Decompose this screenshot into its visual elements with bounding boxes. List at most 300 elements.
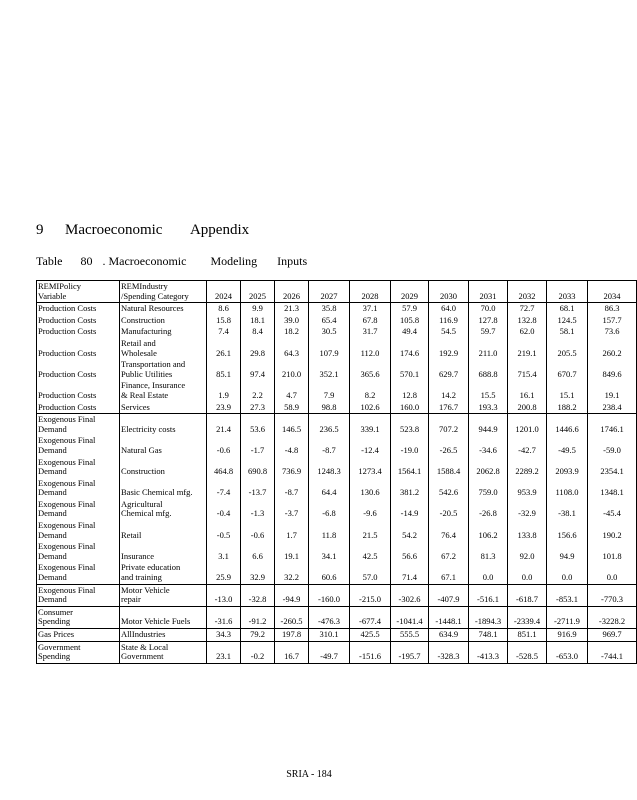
value-cell: 15.8 — [207, 315, 241, 327]
value-cell: 64.4 — [309, 478, 350, 499]
value-cell: -20.5 — [429, 499, 469, 520]
value-cell: -1.7 — [241, 435, 275, 456]
category-line: Wholesale — [121, 347, 157, 358]
header-year: 2026 — [275, 281, 309, 303]
value-cell: 57.9 — [391, 303, 429, 315]
value-cell: 29.8 — [241, 338, 275, 359]
value-cell: 670.7 — [547, 359, 588, 380]
value-cell: 1273.4 — [350, 457, 391, 478]
policy-line: Demand — [38, 572, 67, 583]
policy-line: Government — [38, 641, 81, 652]
policy-line: Production Costs — [38, 303, 97, 314]
value-cell: 851.1 — [508, 629, 547, 642]
value-cell: 8.4 — [241, 326, 275, 338]
category-line: Finance, Insurance — [121, 380, 186, 391]
value-cell: 73.6 — [588, 326, 637, 338]
value-cell: 56.6 — [391, 541, 429, 562]
header-year: 2030 — [429, 281, 469, 303]
value-cell: 6.6 — [241, 541, 275, 562]
value-cell: 15.1 — [547, 380, 588, 401]
row-policy-variable — [37, 414, 120, 436]
category-line: Natural Resources — [121, 303, 184, 314]
value-cell: -3.7 — [275, 499, 309, 520]
row-policy-variable — [37, 541, 120, 562]
caption-text: . Macroeconomic — [102, 254, 187, 268]
category-line: Manufacturing — [121, 326, 172, 337]
row-spending-category — [120, 338, 207, 359]
header-policy-variable — [37, 281, 120, 303]
policy-line: Consumer — [38, 606, 73, 617]
macro-inputs-table — [36, 280, 637, 664]
value-cell: 21.3 — [275, 303, 309, 315]
value-cell: 81.3 — [469, 541, 508, 562]
table-row — [37, 520, 637, 541]
value-cell: -528.5 — [508, 641, 547, 663]
value-cell: 30.5 — [309, 326, 350, 338]
table-row — [37, 606, 637, 628]
table-row — [37, 629, 637, 642]
value-cell: 60.6 — [309, 562, 350, 584]
value-cell: 132.8 — [508, 315, 547, 327]
policy-line: Exogenous Final — [38, 414, 96, 425]
value-cell: -476.3 — [309, 606, 350, 628]
value-cell: 14.2 — [429, 380, 469, 401]
value-cell: 634.9 — [429, 629, 469, 642]
value-cell: 192.9 — [429, 338, 469, 359]
value-cell: 21.4 — [207, 414, 241, 436]
value-cell: 1446.6 — [547, 414, 588, 436]
value-cell: -49.5 — [547, 435, 588, 456]
value-cell: 969.7 — [588, 629, 637, 642]
row-spending-category — [120, 414, 207, 436]
value-cell: 157.7 — [588, 315, 637, 327]
table-row — [37, 414, 637, 436]
value-cell: 555.5 — [391, 629, 429, 642]
value-cell: -45.4 — [588, 499, 637, 520]
value-cell: 101.8 — [588, 541, 637, 562]
policy-line: Exogenous Final — [38, 520, 96, 531]
table-row — [37, 499, 637, 520]
policy-line: Production Costs — [38, 401, 97, 412]
row-policy-variable — [37, 478, 120, 499]
category-line: Electricity costs — [121, 423, 176, 434]
value-cell: 1564.1 — [391, 457, 429, 478]
value-cell: -31.6 — [207, 606, 241, 628]
table-row — [37, 584, 637, 606]
value-cell: 849.6 — [588, 359, 637, 380]
category-line: Government — [121, 651, 164, 662]
row-policy-variable — [37, 326, 120, 338]
header-year: 2028 — [350, 281, 391, 303]
caption-word-2: Modeling — [210, 254, 258, 268]
table-row — [37, 402, 637, 414]
value-cell: -38.1 — [547, 499, 588, 520]
value-cell: 116.9 — [429, 315, 469, 327]
policy-line: Production Costs — [38, 347, 97, 358]
row-policy-variable — [37, 359, 120, 380]
value-cell: 54.5 — [429, 326, 469, 338]
section-heading — [36, 222, 249, 239]
value-cell: 7.9 — [309, 380, 350, 401]
value-cell: 53.6 — [241, 414, 275, 436]
table-row — [37, 359, 637, 380]
value-cell: -8.7 — [275, 478, 309, 499]
value-cell: 42.5 — [350, 541, 391, 562]
value-cell: 18.1 — [241, 315, 275, 327]
value-cell: -195.7 — [391, 641, 429, 663]
value-cell: 85.1 — [207, 359, 241, 380]
policy-line: Exogenous Final — [38, 584, 96, 595]
value-cell: 944.9 — [469, 414, 508, 436]
value-cell: 707.2 — [429, 414, 469, 436]
row-policy-variable — [37, 641, 120, 663]
value-cell: 70.0 — [469, 303, 508, 315]
value-cell: 34.3 — [207, 629, 241, 642]
value-cell: 31.7 — [350, 326, 391, 338]
value-cell: -328.3 — [429, 641, 469, 663]
value-cell: -1448.1 — [429, 606, 469, 628]
row-policy-variable — [37, 606, 120, 628]
value-cell: 86.3 — [588, 303, 637, 315]
header-spending-category — [120, 281, 207, 303]
row-spending-category — [120, 359, 207, 380]
value-cell: -653.0 — [547, 641, 588, 663]
category-line: Chemical mfg. — [121, 508, 172, 519]
table-container — [36, 280, 626, 664]
value-cell: -9.6 — [350, 499, 391, 520]
value-cell: 174.6 — [391, 338, 429, 359]
value-cell: 1108.0 — [547, 478, 588, 499]
value-cell: -160.0 — [309, 584, 350, 606]
value-cell: 748.1 — [469, 629, 508, 642]
value-cell: -0.4 — [207, 499, 241, 520]
value-cell: 15.5 — [469, 380, 508, 401]
value-cell: 23.1 — [207, 641, 241, 663]
row-spending-category — [120, 520, 207, 541]
row-spending-category — [120, 478, 207, 499]
row-policy-variable — [37, 380, 120, 401]
value-cell: 425.5 — [350, 629, 391, 642]
section-number: 9 — [36, 222, 44, 238]
value-cell: -13.7 — [241, 478, 275, 499]
policy-line: Demand — [38, 466, 67, 477]
table-row — [37, 315, 637, 327]
table-row — [37, 641, 637, 663]
category-line: Public Utilities — [121, 368, 173, 379]
row-spending-category — [120, 562, 207, 584]
value-cell: 4.7 — [275, 380, 309, 401]
value-cell: 193.3 — [469, 402, 508, 414]
value-cell: 59.7 — [469, 326, 508, 338]
row-spending-category — [120, 641, 207, 663]
value-cell: 54.2 — [391, 520, 429, 541]
header-year: 2029 — [391, 281, 429, 303]
category-line: Insurance — [121, 550, 155, 561]
value-cell: -0.2 — [241, 641, 275, 663]
value-cell: 11.8 — [309, 520, 350, 541]
value-cell: 1201.0 — [508, 414, 547, 436]
value-cell: -34.6 — [469, 435, 508, 456]
policy-line: Exogenous Final — [38, 477, 96, 488]
caption-number: 80 — [80, 254, 93, 268]
value-cell: 112.0 — [350, 338, 391, 359]
value-cell: -59.0 — [588, 435, 637, 456]
policy-line: Exogenous Final — [38, 498, 96, 509]
value-cell: 34.1 — [309, 541, 350, 562]
value-cell: 26.1 — [207, 338, 241, 359]
category-line: Agricultural — [121, 498, 163, 509]
value-cell: -32.8 — [241, 584, 275, 606]
value-cell: 260.2 — [588, 338, 637, 359]
value-cell: 64.3 — [275, 338, 309, 359]
category-line: Motor Vehicle — [121, 584, 170, 595]
value-cell: -13.0 — [207, 584, 241, 606]
value-cell: 32.2 — [275, 562, 309, 584]
header-category-line-2: /Spending Category — [121, 290, 189, 301]
row-policy-variable — [37, 315, 120, 327]
value-cell: -12.4 — [350, 435, 391, 456]
value-cell: 105.8 — [391, 315, 429, 327]
value-cell: 310.1 — [309, 629, 350, 642]
value-cell: 39.0 — [275, 315, 309, 327]
value-cell: 916.9 — [547, 629, 588, 642]
value-cell: 188.2 — [547, 402, 588, 414]
category-line: Retail and — [121, 337, 156, 348]
value-cell: -14.9 — [391, 499, 429, 520]
value-cell: 23.9 — [207, 402, 241, 414]
row-policy-variable — [37, 303, 120, 315]
value-cell: 8.2 — [350, 380, 391, 401]
value-cell: 953.9 — [508, 478, 547, 499]
value-cell: -0.6 — [207, 435, 241, 456]
row-spending-category — [120, 584, 207, 606]
value-cell: 18.2 — [275, 326, 309, 338]
value-cell: 127.8 — [469, 315, 508, 327]
row-policy-variable — [37, 520, 120, 541]
table-caption — [36, 254, 307, 269]
row-policy-variable — [37, 584, 120, 606]
value-cell: 176.7 — [429, 402, 469, 414]
value-cell: 205.5 — [547, 338, 588, 359]
policy-line: Demand — [38, 444, 67, 455]
value-cell: 1348.1 — [588, 478, 637, 499]
row-spending-category — [120, 606, 207, 628]
category-line: & Real Estate — [121, 389, 169, 400]
row-policy-variable — [37, 457, 120, 478]
value-cell: 146.5 — [275, 414, 309, 436]
value-cell: 79.2 — [241, 629, 275, 642]
value-cell: 0.0 — [588, 562, 637, 584]
value-cell: -42.7 — [508, 435, 547, 456]
header-year: 2024 — [207, 281, 241, 303]
row-spending-category — [120, 435, 207, 456]
value-cell: 523.8 — [391, 414, 429, 436]
value-cell: 1746.1 — [588, 414, 637, 436]
category-line: Services — [121, 401, 150, 412]
row-policy-variable — [37, 562, 120, 584]
policy-line: Demand — [38, 423, 67, 434]
value-cell: 200.8 — [508, 402, 547, 414]
value-cell: 464.8 — [207, 457, 241, 478]
value-cell: 160.0 — [391, 402, 429, 414]
value-cell: 365.6 — [350, 359, 391, 380]
row-policy-variable — [37, 402, 120, 414]
policy-line: Production Costs — [38, 314, 97, 325]
value-cell: 49.4 — [391, 326, 429, 338]
value-cell: 690.8 — [241, 457, 275, 478]
value-cell: -6.8 — [309, 499, 350, 520]
policy-line: Gas Prices — [38, 629, 75, 639]
value-cell: 629.7 — [429, 359, 469, 380]
category-line: AllIndustries — [121, 629, 166, 639]
value-cell: 238.4 — [588, 402, 637, 414]
row-spending-category — [120, 499, 207, 520]
value-cell: 8.6 — [207, 303, 241, 315]
value-cell: 1.9 — [207, 380, 241, 401]
value-cell: -302.6 — [391, 584, 429, 606]
row-policy-variable — [37, 499, 120, 520]
policy-line: Exogenous Final — [38, 541, 96, 552]
value-cell: 2.2 — [241, 380, 275, 401]
value-cell: 94.9 — [547, 541, 588, 562]
value-cell: 2289.2 — [508, 457, 547, 478]
value-cell: 9.9 — [241, 303, 275, 315]
value-cell: 736.9 — [275, 457, 309, 478]
header-policy-line-2: Variable — [38, 290, 67, 301]
row-spending-category — [120, 326, 207, 338]
value-cell: 19.1 — [275, 541, 309, 562]
category-line: Construction — [121, 314, 165, 325]
value-cell: 72.7 — [508, 303, 547, 315]
header-year: 2032 — [508, 281, 547, 303]
value-cell: 381.2 — [391, 478, 429, 499]
row-spending-category — [120, 303, 207, 315]
value-cell: 1.7 — [275, 520, 309, 541]
value-cell: -151.6 — [350, 641, 391, 663]
value-cell: -413.3 — [469, 641, 508, 663]
policy-line: Exogenous Final — [38, 456, 96, 467]
policy-line: Demand — [38, 550, 67, 561]
category-line: Private education — [121, 562, 181, 573]
value-cell: -407.9 — [429, 584, 469, 606]
value-cell: 21.5 — [350, 520, 391, 541]
value-cell: 71.4 — [391, 562, 429, 584]
value-cell: -0.6 — [241, 520, 275, 541]
value-cell: -19.0 — [391, 435, 429, 456]
table-row — [37, 457, 637, 478]
value-cell: 0.0 — [508, 562, 547, 584]
row-spending-category — [120, 380, 207, 401]
value-cell: -32.9 — [508, 499, 547, 520]
row-policy-variable — [37, 435, 120, 456]
value-cell: 0.0 — [547, 562, 588, 584]
policy-line: Demand — [38, 594, 67, 605]
header-year: 2033 — [547, 281, 588, 303]
value-cell: -1.3 — [241, 499, 275, 520]
value-cell: 688.8 — [469, 359, 508, 380]
value-cell: 130.6 — [350, 478, 391, 499]
value-cell: 124.5 — [547, 315, 588, 327]
value-cell: 16.1 — [508, 380, 547, 401]
value-cell: 133.8 — [508, 520, 547, 541]
policy-line: Production Costs — [38, 368, 97, 379]
value-cell: 32.9 — [241, 562, 275, 584]
category-line: repair — [121, 594, 141, 605]
value-cell: 759.0 — [469, 478, 508, 499]
header-year: 2031 — [469, 281, 508, 303]
value-cell: 2354.1 — [588, 457, 637, 478]
policy-line: Production Costs — [38, 326, 97, 337]
value-cell: -744.1 — [588, 641, 637, 663]
value-cell: 64.0 — [429, 303, 469, 315]
value-cell: 236.5 — [309, 414, 350, 436]
value-cell: -1041.4 — [391, 606, 429, 628]
value-cell: 67.2 — [429, 541, 469, 562]
row-spending-category — [120, 402, 207, 414]
value-cell: 1248.3 — [309, 457, 350, 478]
value-cell: -677.4 — [350, 606, 391, 628]
value-cell: 542.6 — [429, 478, 469, 499]
value-cell: 1588.4 — [429, 457, 469, 478]
policy-line: Production Costs — [38, 389, 97, 400]
row-spending-category — [120, 629, 207, 642]
value-cell: -2711.9 — [547, 606, 588, 628]
caption-word-3: Inputs — [277, 254, 308, 268]
section-title-word-1: Macroeconomic — [65, 222, 163, 238]
category-line: Transportation and — [121, 359, 186, 370]
value-cell: -853.1 — [547, 584, 588, 606]
section-title-word-2: Appendix — [189, 222, 250, 238]
value-cell: -618.7 — [508, 584, 547, 606]
value-cell: 35.8 — [309, 303, 350, 315]
category-line: Motor Vehicle Fuels — [121, 616, 191, 627]
value-cell: -3228.2 — [588, 606, 637, 628]
policy-line: Spending — [38, 616, 71, 627]
table-row — [37, 303, 637, 315]
header-year: 2025 — [241, 281, 275, 303]
policy-line: Demand — [38, 529, 67, 540]
table-row — [37, 562, 637, 584]
row-spending-category — [120, 457, 207, 478]
value-cell: 156.6 — [547, 520, 588, 541]
category-line: Basic Chemical mfg. — [121, 487, 193, 498]
value-cell: 102.6 — [350, 402, 391, 414]
value-cell: 339.1 — [350, 414, 391, 436]
value-cell: -0.5 — [207, 520, 241, 541]
value-cell: -215.0 — [350, 584, 391, 606]
value-cell: 106.2 — [469, 520, 508, 541]
policy-line: Spending — [38, 651, 71, 662]
value-cell: 715.4 — [508, 359, 547, 380]
header-year: 2027 — [309, 281, 350, 303]
row-policy-variable — [37, 629, 120, 642]
row-policy-variable — [37, 338, 120, 359]
value-cell: 352.1 — [309, 359, 350, 380]
value-cell: 57.0 — [350, 562, 391, 584]
category-line: Retail — [121, 529, 142, 540]
policy-line: Exogenous Final — [38, 435, 96, 446]
category-line: Natural Gas — [121, 444, 162, 455]
table-row — [37, 380, 637, 401]
value-cell: 68.1 — [547, 303, 588, 315]
value-cell: -260.5 — [275, 606, 309, 628]
policy-line: Demand — [38, 487, 67, 498]
value-cell: 570.1 — [391, 359, 429, 380]
value-cell: -2339.4 — [508, 606, 547, 628]
value-cell: 62.0 — [508, 326, 547, 338]
header-category-line-1: REMIndustry — [121, 281, 168, 291]
value-cell: 0.0 — [469, 562, 508, 584]
